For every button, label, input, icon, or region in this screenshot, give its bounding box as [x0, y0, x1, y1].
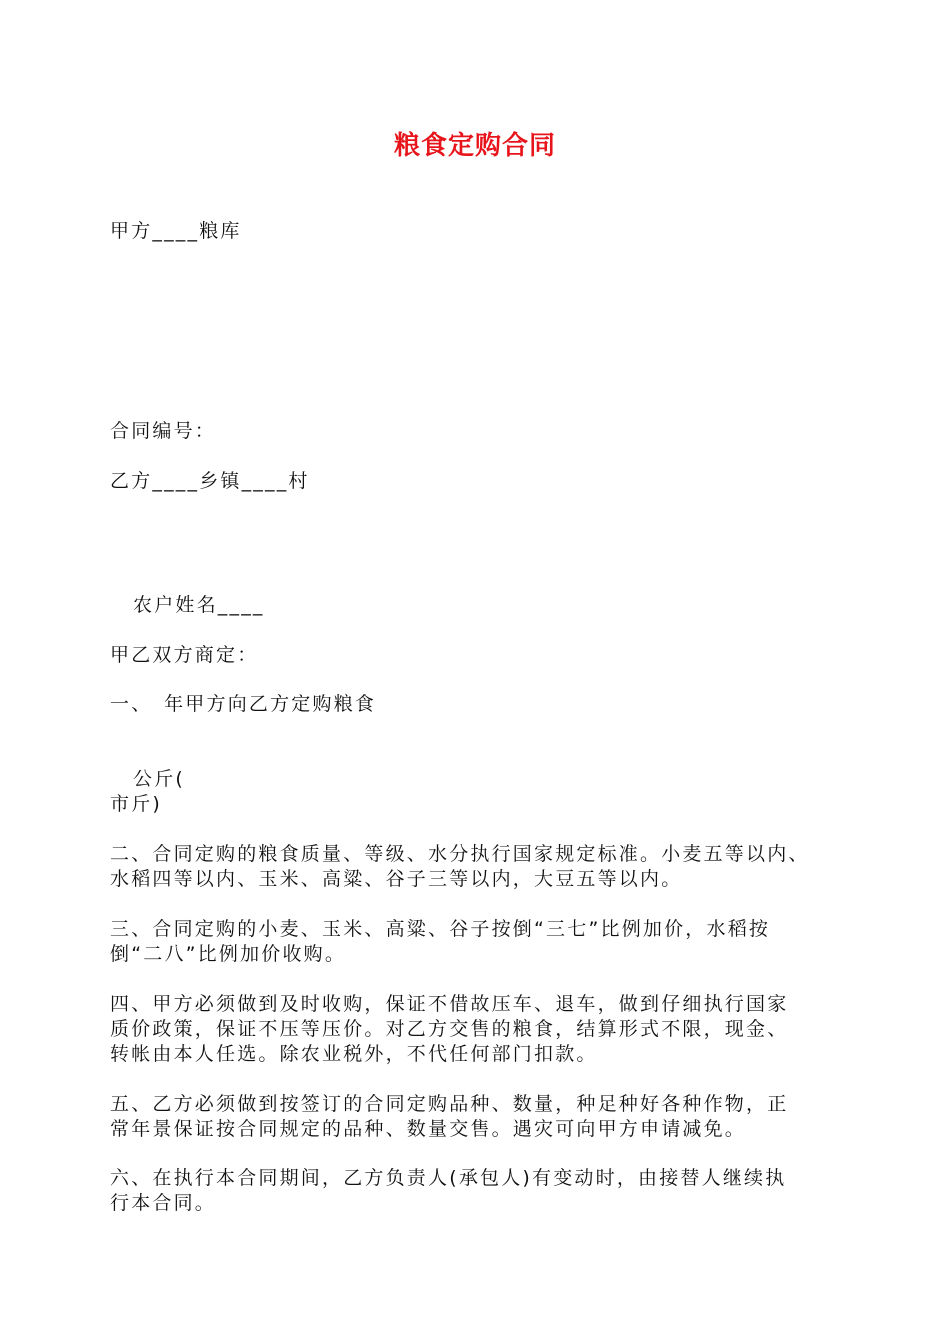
- document-title: 粮食定购合同: [393, 131, 556, 161]
- clause-1: 一、 年甲方向乙方定购粮食: [110, 693, 377, 715]
- clause-2: [110, 842, 855, 892]
- clause-5: [110, 1092, 855, 1142]
- farmer-name-line: 农户姓名____: [133, 594, 265, 616]
- clause-3-line: 三、合同定购的小麦、玉米、高粱、谷子按倒“三七”比例加价，水稻按: [110, 918, 771, 940]
- clause-3: [110, 917, 855, 967]
- clause-6: [110, 1166, 855, 1216]
- clause-5-line: 五、乙方必须做到按签订的合同定购品种、数量，种足种好各种作物，正: [110, 1093, 789, 1115]
- clause-4: [110, 992, 855, 1067]
- party-a-line: 甲方____粮库: [110, 220, 242, 242]
- clause-3-line: 倒“二八”比例加价收购。: [110, 943, 347, 965]
- clause-2-line: 二、合同定购的粮食质量、等级、水分执行国家规定标准。小麦五等以内、: [110, 843, 810, 865]
- unit-line-2: 市斤): [110, 793, 163, 815]
- clause-4-line: 四、甲方必须做到及时收购，保证不借故压车、退车，做到仔细执行国家: [110, 993, 789, 1015]
- clause-5-line: 常年景保证按合同规定的品种、数量交售。遇灾可向甲方申请减免。: [110, 1118, 747, 1140]
- clause-6-line: 六、在执行本合同期间，乙方负责人(承包人)有变动时，由接替人继续执: [110, 1167, 787, 1189]
- agreement-line: 甲乙双方商定：: [110, 644, 259, 666]
- contract-number-line: 合同编号：: [110, 420, 217, 442]
- unit-line-1: 公斤(: [133, 768, 186, 790]
- clause-2-line: 水稻四等以内、玉米、高粱、谷子三等以内，大豆五等以内。: [110, 868, 683, 890]
- clause-4-line: 转帐由本人任选。除农业税外，不代任何部门扣款。: [110, 1043, 598, 1065]
- party-b-line: 乙方____乡镇____村: [110, 470, 310, 492]
- clause-4-line: 质价政策，保证不压等压价。对乙方交售的粮食，结算形式不限，现金、: [110, 1018, 789, 1040]
- clause-6-line: 行本合同。: [110, 1192, 217, 1214]
